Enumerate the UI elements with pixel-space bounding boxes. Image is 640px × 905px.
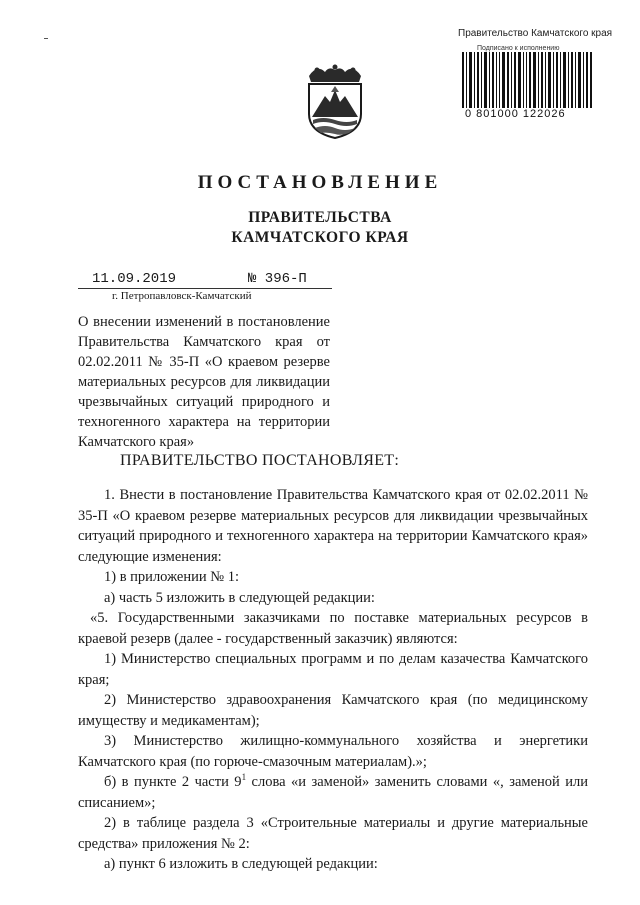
document-body [78, 485, 588, 875]
paragraph-8-start: б) в пункте 2 части 9 [104, 774, 242, 790]
government-line-1: ПРАВИТЕЛЬСТВА [248, 209, 392, 226]
paragraph-8-end: слова «и заменой» заменить словами «, заменой или списанием»; [78, 774, 588, 811]
document-city: г. Петропавловск-Камчатский [112, 290, 252, 302]
paragraph-8-superscript: 1 [241, 772, 247, 783]
government-name [0, 208, 640, 248]
scan-mark [44, 38, 48, 39]
coat-of-arms-emblem [303, 62, 367, 140]
paragraph-7: 3) Министерство жилищно-коммунального хозяйства и энергетики Камчатского края (по горюче-смазочным материалам).»; [78, 733, 588, 770]
paragraph-5: 1) Министерство специальных программ и по делам казачества Камчатского края; [78, 651, 588, 688]
paragraph-9: 2) в таблице раздела 3 «Строительные материалы и другие материальные средства» приложения № 2: [78, 815, 588, 852]
paragraph-3: а) часть 5 изложить в следующей редакции: [104, 589, 375, 606]
document-subject: О внесении изменений в постановление Правительства Камчатского края от 02.02.2011 № 35-П «О краевом резерве материальных ресурсов для ликвидации чрезвычайных ситуаций природного и техногенного характера на территории Камчатского края» [78, 314, 330, 450]
paragraph-2: 1) в приложении № 1: [104, 569, 239, 585]
barcode [462, 50, 592, 110]
document-title: ПОСТАНОВЛЕНИЕ [197, 172, 443, 193]
paragraph-10: а) пункт 6 изложить в следующей редакции: [104, 856, 378, 872]
document-number: № 396-П [248, 271, 307, 287]
paragraph-6: 2) Министерство здравоохранения Камчатского края (по медицинскому имуществу и медикаментам); [78, 692, 588, 729]
paragraph-8 [78, 772, 588, 813]
resolution-heading: ПРАВИТЕЛЬСТВО ПОСТАНОВЛЯЕТ: [120, 452, 400, 469]
number-underline [242, 288, 332, 289]
paragraph-4: «5. Государственными заказчиками по поставке материальных ресурсов в краевой резерв (далее - государственный заказчик) являются: [78, 610, 588, 647]
government-line-2: КАМЧАТСКОГО КРАЯ [231, 229, 409, 246]
barcode-number: 0 801000 122026 [465, 108, 566, 120]
stamp-organization: Правительство Камчатского края [458, 28, 613, 39]
stamp-section: Подписано к исполнению [477, 45, 560, 52]
paragraph-1: 1. Внести в постановление Правительства Камчатского края от 02.02.2011 № 35-П «О краевом резерве материальных ресурсов для ликвидации чрезвычайных ситуаций природного и техногенного характера на территории Камчатского края» следующие изменения: [78, 487, 588, 565]
document-date: 11.09.2019 [92, 271, 177, 287]
date-underline [78, 288, 248, 289]
